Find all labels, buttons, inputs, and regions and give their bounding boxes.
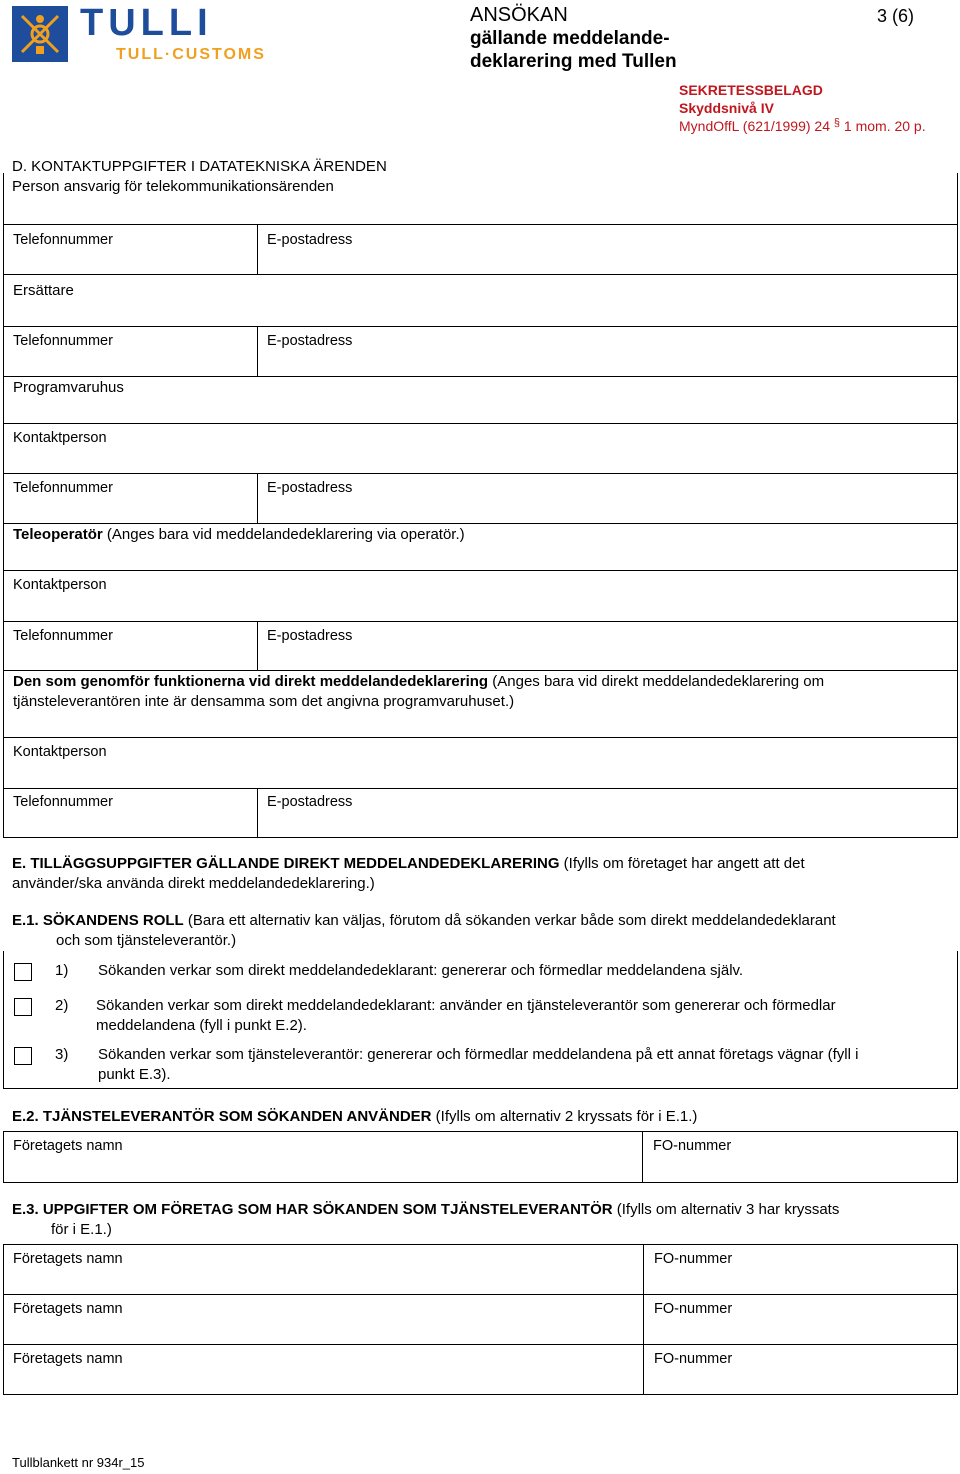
software-email-field[interactable] bbox=[257, 473, 958, 524]
phone-label: Telefonnummer bbox=[13, 480, 113, 496]
section-d-subtitle: Person ansvarig för telekommunikationsärenden bbox=[12, 178, 334, 195]
logo-word: TULLI bbox=[80, 2, 213, 44]
company-name-label: Företagets namn bbox=[13, 1301, 123, 1317]
e3-fo-field-3[interactable] bbox=[643, 1344, 958, 1395]
option1-checkbox[interactable] bbox=[14, 963, 32, 981]
teleoperator-phone-field[interactable] bbox=[3, 621, 258, 671]
e3-company-field-2[interactable] bbox=[3, 1294, 644, 1345]
e3-note1: (Ifylls om alternativ 3 har kryssats bbox=[612, 1201, 840, 1218]
section-d-title: D. KONTAKTUPPGIFTER I DATATEKNISKA ÄRENDEN bbox=[12, 158, 387, 175]
option2-text-line1: Sökanden verkar som direkt meddelandedeklarant: använder en tjänsteleverantör som genererar och förmedlar bbox=[96, 997, 836, 1014]
option1-text: Sökanden verkar som direkt meddelandedeklarant: genererar och förmedlar meddelandena själv. bbox=[98, 962, 744, 979]
option2-text-line2: meddelandena (fyll i punkt E.2). bbox=[96, 1017, 307, 1034]
legal-reference bbox=[679, 118, 926, 134]
e3-company-field-3[interactable] bbox=[3, 1344, 644, 1395]
option3-number: 3) bbox=[55, 1046, 69, 1063]
teleoperator-label-bold: Teleoperatör bbox=[13, 526, 103, 543]
direct-declarer-label bbox=[13, 673, 824, 690]
logo-subword: TULL·CUSTOMS bbox=[116, 46, 266, 63]
fo-number-label: FO-nummer bbox=[654, 1351, 733, 1367]
fo-number-label: FO-nummer bbox=[654, 1301, 733, 1317]
substitute-email-field[interactable] bbox=[257, 326, 958, 377]
form-title-line3: deklarering med Tullen bbox=[470, 51, 677, 72]
email-label: E-postadress bbox=[267, 628, 353, 644]
e3-fo-field-1[interactable] bbox=[643, 1244, 958, 1295]
responsible-name-field[interactable] bbox=[3, 173, 958, 225]
option3-text-line2: punkt E.3). bbox=[98, 1066, 171, 1083]
section-e-note2: använder/ska använda direkt meddelandedeklarering.) bbox=[12, 875, 375, 892]
e1-note2: och som tjänsteleverantör.) bbox=[56, 932, 237, 949]
contact-label: Kontaktperson bbox=[13, 577, 107, 593]
contact-label: Kontaktperson bbox=[13, 430, 107, 446]
e3-title-bold: E.3. UPPGIFTER OM FÖRETAG SOM HAR SÖKANDEN SOM TJÄNSTELEVERANTÖR bbox=[12, 1201, 613, 1218]
customs-emblem-icon bbox=[12, 6, 68, 62]
phone-label: Telefonnummer bbox=[13, 628, 113, 644]
teleoperator-label bbox=[13, 526, 465, 543]
option3-checkbox[interactable] bbox=[14, 1047, 32, 1065]
direct-declarer-note2: tjänsteleverantören inte är densamma som det angivna programvaruhuset.) bbox=[13, 693, 515, 710]
teleoperator-email-field[interactable] bbox=[257, 621, 958, 671]
responsible-email-field[interactable] bbox=[257, 224, 958, 275]
e3-fo-field-2[interactable] bbox=[643, 1294, 958, 1345]
direct-declarer-contact-field[interactable] bbox=[3, 737, 958, 789]
option1-number: 1) bbox=[55, 962, 69, 979]
protection-level: Skyddsnivå IV bbox=[679, 100, 774, 116]
phone-label: Telefonnummer bbox=[13, 333, 113, 349]
section-e-title-bold: E. TILLÄGGSUPPGIFTER GÄLLANDE DIREKT MEDDELANDEDEKLARERING bbox=[12, 855, 560, 872]
phone-label: Telefonnummer bbox=[13, 794, 113, 810]
option2-number: 2) bbox=[55, 997, 69, 1014]
e2-title bbox=[12, 1108, 697, 1125]
form-number-footer: Tullblankett nr 934r_15 bbox=[12, 1455, 145, 1470]
e1-title bbox=[12, 912, 836, 929]
software-house-label: Programvaruhus bbox=[13, 379, 124, 396]
e2-fo-field[interactable] bbox=[642, 1131, 958, 1183]
software-house-field[interactable] bbox=[3, 376, 958, 424]
teleoperator-field[interactable] bbox=[3, 523, 958, 571]
direct-declarer-label-bold: Den som genomför funktionerna vid direkt meddelandedeklarering bbox=[13, 673, 489, 690]
substitute-name-field[interactable] bbox=[3, 274, 958, 327]
section-symbol: § bbox=[833, 117, 841, 129]
phone-label: Telefonnummer bbox=[13, 232, 113, 248]
section-e-note1: (Ifylls om företaget har angett att det bbox=[559, 855, 805, 872]
form-title-line1: ANSÖKAN bbox=[470, 4, 568, 26]
option3-text-line1: Sökanden verkar som tjänsteleverantör: genererar och förmedlar meddelandena på ett annat företags vägnar (fyll i bbox=[98, 1046, 859, 1063]
legal-reference-a: MyndOffL (621/1999) 24 bbox=[679, 118, 830, 134]
substitute-phone-field[interactable] bbox=[3, 326, 258, 377]
email-label: E-postadress bbox=[267, 232, 353, 248]
email-label: E-postadress bbox=[267, 794, 353, 810]
teleoperator-note: (Anges bara vid meddelandedeklarering via operatör.) bbox=[102, 526, 465, 543]
substitute-label: Ersättare bbox=[13, 282, 74, 299]
section-e-title bbox=[12, 855, 805, 872]
legal-reference-b: 1 mom. 20 p. bbox=[843, 118, 926, 134]
company-name-label: Företagets namn bbox=[13, 1251, 123, 1267]
tulli-logo bbox=[12, 2, 297, 64]
e3-company-field-1[interactable] bbox=[3, 1244, 644, 1295]
teleoperator-contact-field[interactable] bbox=[3, 570, 958, 622]
e2-title-bold: E.2. TJÄNSTELEVERANTÖR SOM SÖKANDEN ANVÄNDER bbox=[12, 1108, 432, 1125]
e2-note: (Ifylls om alternativ 2 kryssats för i E.1.) bbox=[431, 1108, 698, 1125]
fo-number-label: FO-nummer bbox=[653, 1138, 732, 1154]
e1-title-bold: E.1. SÖKANDENS ROLL bbox=[12, 912, 184, 929]
contact-label: Kontaktperson bbox=[13, 744, 107, 760]
e3-note2: för i E.1.) bbox=[51, 1221, 112, 1238]
direct-declarer-email-field[interactable] bbox=[257, 788, 958, 838]
direct-declarer-field[interactable] bbox=[3, 670, 958, 738]
direct-declarer-note1: (Anges bara vid direkt meddelandedeklarering om bbox=[488, 673, 825, 690]
software-phone-field[interactable] bbox=[3, 473, 258, 524]
form-title-line2: gällande meddelande- bbox=[470, 28, 670, 49]
email-label: E-postadress bbox=[267, 333, 353, 349]
e2-company-field[interactable] bbox=[3, 1131, 643, 1183]
company-name-label: Företagets namn bbox=[13, 1138, 123, 1154]
e3-title bbox=[12, 1201, 839, 1218]
direct-declarer-phone-field[interactable] bbox=[3, 788, 258, 838]
option2-checkbox[interactable] bbox=[14, 998, 32, 1016]
e1-note1: (Bara ett alternativ kan väljas, förutom då sökanden verkar både som direkt meddelandedeklarant bbox=[183, 912, 836, 929]
fo-number-label: FO-nummer bbox=[654, 1251, 733, 1267]
company-name-label: Företagets namn bbox=[13, 1351, 123, 1367]
page-number: 3 (6) bbox=[877, 6, 915, 26]
email-label: E-postadress bbox=[267, 480, 353, 496]
software-contact-field[interactable] bbox=[3, 423, 958, 474]
secrecy-label: SEKRETESSBELAGD bbox=[679, 82, 823, 98]
responsible-phone-field[interactable] bbox=[3, 224, 258, 275]
